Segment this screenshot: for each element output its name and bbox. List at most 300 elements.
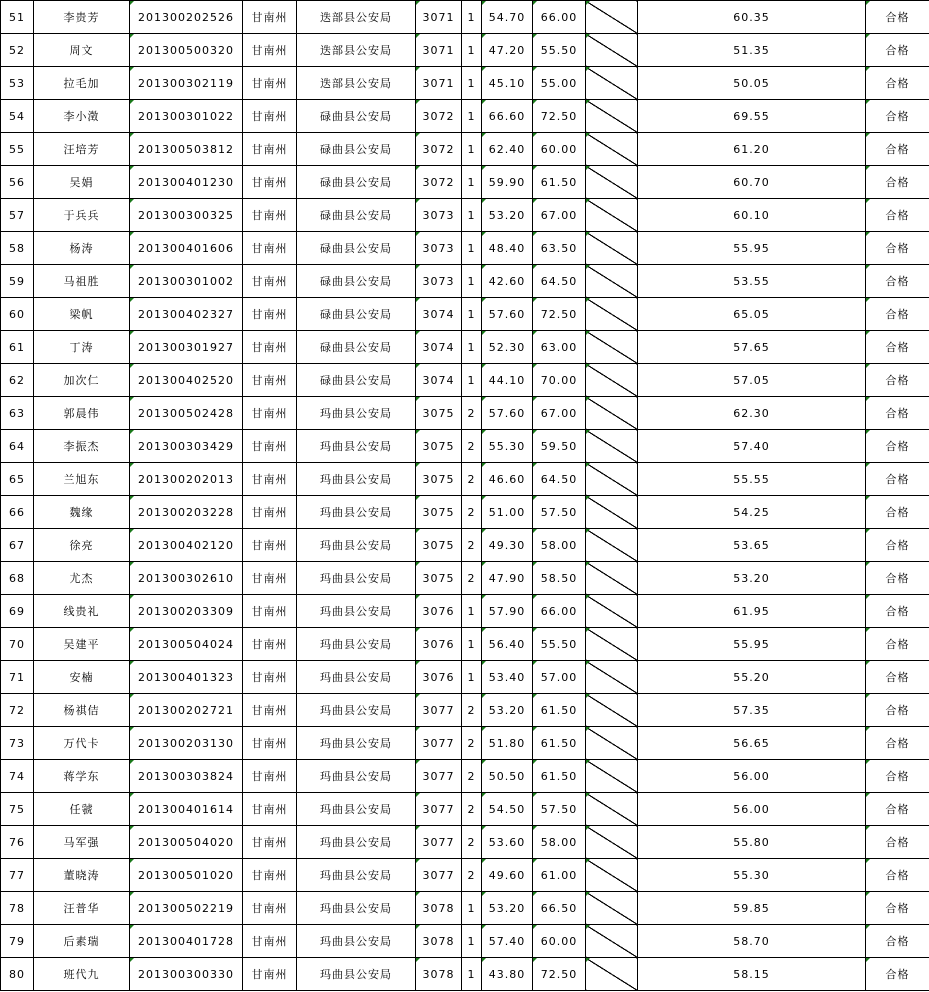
table-row (1, 958, 929, 991)
row-number-cell: 74 (1, 760, 34, 793)
candidate-name-cell: 李小澂 (34, 100, 130, 133)
region-cell: 甘南州 (243, 199, 297, 232)
test-score-cell: 55.50 (533, 628, 586, 661)
unit-cell: 玛曲县公安局 (297, 628, 416, 661)
empty-diagonal-cell (586, 760, 638, 793)
candidate-name-cell: 李贵芳 (34, 1, 130, 34)
table-row (1, 298, 929, 331)
unit-cell: 玛曲县公安局 (297, 397, 416, 430)
row-number-cell: 79 (1, 925, 34, 958)
test-score-cell: 55.50 (533, 34, 586, 67)
quota-cell: 1 (462, 628, 482, 661)
result-cell: 合格 (866, 793, 929, 826)
exam-id-cell: 201300302119 (130, 67, 243, 100)
table-row (1, 1, 929, 34)
total-score-cell: 58.15 (638, 958, 866, 991)
row-number-cell: 77 (1, 859, 34, 892)
test-score-cell: 72.50 (533, 958, 586, 991)
row-number-cell: 70 (1, 628, 34, 661)
written-score-cell: 51.00 (482, 496, 533, 529)
position-code-cell: 3075 (416, 397, 462, 430)
row-number-cell: 78 (1, 892, 34, 925)
total-score-cell: 58.70 (638, 925, 866, 958)
candidate-name-cell: 尤杰 (34, 562, 130, 595)
exam-id-cell: 201300502428 (130, 397, 243, 430)
unit-cell: 碌曲县公安局 (297, 232, 416, 265)
region-cell: 甘南州 (243, 826, 297, 859)
total-score-cell: 53.65 (638, 529, 866, 562)
position-code-cell: 3073 (416, 232, 462, 265)
row-number-cell: 57 (1, 199, 34, 232)
unit-cell: 碌曲县公安局 (297, 364, 416, 397)
result-cell: 合格 (866, 661, 929, 694)
result-cell: 合格 (866, 133, 929, 166)
quota-cell: 1 (462, 166, 482, 199)
total-score-cell: 65.05 (638, 298, 866, 331)
quota-cell: 1 (462, 298, 482, 331)
unit-cell: 玛曲县公安局 (297, 562, 416, 595)
row-number-cell: 54 (1, 100, 34, 133)
test-score-cell: 55.00 (533, 67, 586, 100)
empty-diagonal-cell (586, 463, 638, 496)
exam-id-cell: 201300203309 (130, 595, 243, 628)
unit-cell: 迭部县公安局 (297, 34, 416, 67)
test-score-cell: 64.50 (533, 463, 586, 496)
position-code-cell: 3075 (416, 496, 462, 529)
unit-cell: 玛曲县公安局 (297, 925, 416, 958)
unit-cell: 碌曲县公安局 (297, 199, 416, 232)
region-cell: 甘南州 (243, 166, 297, 199)
empty-diagonal-cell (586, 430, 638, 463)
test-score-cell: 60.00 (533, 925, 586, 958)
test-score-cell: 63.50 (533, 232, 586, 265)
result-cell: 合格 (866, 265, 929, 298)
unit-cell: 碌曲县公安局 (297, 265, 416, 298)
written-score-cell: 50.50 (482, 760, 533, 793)
total-score-cell: 56.00 (638, 760, 866, 793)
test-score-cell: 58.00 (533, 529, 586, 562)
unit-cell: 玛曲县公安局 (297, 430, 416, 463)
row-number-cell: 52 (1, 34, 34, 67)
row-number-cell: 69 (1, 595, 34, 628)
row-number-cell: 67 (1, 529, 34, 562)
exam-id-cell: 201300300325 (130, 199, 243, 232)
position-code-cell: 3075 (416, 562, 462, 595)
quota-cell: 1 (462, 595, 482, 628)
position-code-cell: 3077 (416, 826, 462, 859)
written-score-cell: 53.20 (482, 694, 533, 727)
row-number-cell: 53 (1, 67, 34, 100)
region-cell: 甘南州 (243, 529, 297, 562)
table-row (1, 760, 929, 793)
table-row (1, 496, 929, 529)
row-number-cell: 51 (1, 1, 34, 34)
total-score-cell: 55.55 (638, 463, 866, 496)
quota-cell: 1 (462, 1, 482, 34)
written-score-cell: 42.60 (482, 265, 533, 298)
total-score-cell: 54.25 (638, 496, 866, 529)
table-row (1, 67, 929, 100)
exam-id-cell: 201300401230 (130, 166, 243, 199)
total-score-cell: 56.65 (638, 727, 866, 760)
result-cell: 合格 (866, 760, 929, 793)
position-code-cell: 3077 (416, 859, 462, 892)
result-cell: 合格 (866, 826, 929, 859)
quota-cell: 2 (462, 430, 482, 463)
result-cell: 合格 (866, 859, 929, 892)
row-number-cell: 62 (1, 364, 34, 397)
position-code-cell: 3074 (416, 331, 462, 364)
quota-cell: 2 (462, 859, 482, 892)
candidate-name-cell: 董晓涛 (34, 859, 130, 892)
empty-diagonal-cell (586, 496, 638, 529)
table-row (1, 463, 929, 496)
table-row (1, 694, 929, 727)
candidate-name-cell: 马祖胜 (34, 265, 130, 298)
total-score-cell: 61.95 (638, 595, 866, 628)
empty-diagonal-cell (586, 562, 638, 595)
result-cell: 合格 (866, 496, 929, 529)
candidate-name-cell: 杨涛 (34, 232, 130, 265)
table-row (1, 199, 929, 232)
result-cell: 合格 (866, 331, 929, 364)
result-cell: 合格 (866, 1, 929, 34)
empty-diagonal-cell (586, 331, 638, 364)
unit-cell: 玛曲县公安局 (297, 595, 416, 628)
total-score-cell: 55.95 (638, 232, 866, 265)
table-row (1, 34, 929, 67)
result-cell: 合格 (866, 100, 929, 133)
table-row (1, 100, 929, 133)
total-score-cell: 55.95 (638, 628, 866, 661)
empty-diagonal-cell (586, 925, 638, 958)
empty-diagonal-cell (586, 364, 638, 397)
unit-cell: 玛曲县公安局 (297, 892, 416, 925)
empty-diagonal-cell (586, 100, 638, 133)
test-score-cell: 57.50 (533, 496, 586, 529)
total-score-cell: 69.55 (638, 100, 866, 133)
candidate-name-cell: 魏缘 (34, 496, 130, 529)
exam-id-cell: 201300203130 (130, 727, 243, 760)
written-score-cell: 51.80 (482, 727, 533, 760)
total-score-cell: 53.20 (638, 562, 866, 595)
position-code-cell: 3075 (416, 529, 462, 562)
position-code-cell: 3074 (416, 298, 462, 331)
written-score-cell: 66.60 (482, 100, 533, 133)
quota-cell: 1 (462, 133, 482, 166)
table-row (1, 595, 929, 628)
row-number-cell: 73 (1, 727, 34, 760)
position-code-cell: 3078 (416, 892, 462, 925)
unit-cell: 玛曲县公安局 (297, 529, 416, 562)
quota-cell: 1 (462, 265, 482, 298)
written-score-cell: 47.90 (482, 562, 533, 595)
written-score-cell: 53.20 (482, 892, 533, 925)
unit-cell: 玛曲县公安局 (297, 463, 416, 496)
candidate-name-cell: 加次仁 (34, 364, 130, 397)
unit-cell: 玛曲县公安局 (297, 859, 416, 892)
row-number-cell: 56 (1, 166, 34, 199)
test-score-cell: 61.50 (533, 760, 586, 793)
table-row (1, 892, 929, 925)
quota-cell: 2 (462, 397, 482, 430)
exam-id-cell: 201300202526 (130, 1, 243, 34)
result-cell: 合格 (866, 166, 929, 199)
quota-cell: 1 (462, 67, 482, 100)
candidate-name-cell: 蒋学东 (34, 760, 130, 793)
unit-cell: 迭部县公安局 (297, 1, 416, 34)
quota-cell: 2 (462, 463, 482, 496)
test-score-cell: 66.00 (533, 1, 586, 34)
quota-cell: 2 (462, 793, 482, 826)
unit-cell: 玛曲县公安局 (297, 727, 416, 760)
region-cell: 甘南州 (243, 331, 297, 364)
position-code-cell: 3077 (416, 727, 462, 760)
test-score-cell: 57.50 (533, 793, 586, 826)
result-cell: 合格 (866, 628, 929, 661)
empty-diagonal-cell (586, 661, 638, 694)
quota-cell: 1 (462, 100, 482, 133)
position-code-cell: 3077 (416, 760, 462, 793)
written-score-cell: 44.10 (482, 364, 533, 397)
candidate-name-cell: 丁涛 (34, 331, 130, 364)
written-score-cell: 46.60 (482, 463, 533, 496)
total-score-cell: 61.20 (638, 133, 866, 166)
table-row (1, 859, 929, 892)
quota-cell: 2 (462, 562, 482, 595)
test-score-cell: 66.00 (533, 595, 586, 628)
total-score-cell: 57.40 (638, 430, 866, 463)
region-cell: 甘南州 (243, 397, 297, 430)
table-row (1, 661, 929, 694)
result-cell: 合格 (866, 397, 929, 430)
exam-id-cell: 201300402520 (130, 364, 243, 397)
quota-cell: 2 (462, 727, 482, 760)
position-code-cell: 3075 (416, 463, 462, 496)
region-cell: 甘南州 (243, 925, 297, 958)
table-row (1, 166, 929, 199)
unit-cell: 玛曲县公安局 (297, 826, 416, 859)
exam-id-cell: 201300402327 (130, 298, 243, 331)
quota-cell: 1 (462, 892, 482, 925)
empty-diagonal-cell (586, 727, 638, 760)
unit-cell: 玛曲县公安局 (297, 958, 416, 991)
table-row (1, 331, 929, 364)
unit-cell: 玛曲县公安局 (297, 793, 416, 826)
exam-id-cell: 201300203228 (130, 496, 243, 529)
candidate-name-cell: 徐亮 (34, 529, 130, 562)
result-cell: 合格 (866, 892, 929, 925)
region-cell: 甘南州 (243, 133, 297, 166)
written-score-cell: 55.30 (482, 430, 533, 463)
written-score-cell: 57.90 (482, 595, 533, 628)
unit-cell: 迭部县公安局 (297, 67, 416, 100)
total-score-cell: 60.70 (638, 166, 866, 199)
total-score-cell: 57.65 (638, 331, 866, 364)
unit-cell: 玛曲县公安局 (297, 661, 416, 694)
unit-cell: 碌曲县公安局 (297, 166, 416, 199)
quota-cell: 2 (462, 694, 482, 727)
result-cell: 合格 (866, 430, 929, 463)
test-score-cell: 61.50 (533, 694, 586, 727)
quota-cell: 1 (462, 364, 482, 397)
candidate-name-cell: 后素瑞 (34, 925, 130, 958)
row-number-cell: 68 (1, 562, 34, 595)
empty-diagonal-cell (586, 199, 638, 232)
region-cell: 甘南州 (243, 232, 297, 265)
exam-id-cell: 201300401728 (130, 925, 243, 958)
exam-id-cell: 201300504020 (130, 826, 243, 859)
exam-id-cell: 201300301002 (130, 265, 243, 298)
position-code-cell: 3078 (416, 925, 462, 958)
empty-diagonal-cell (586, 595, 638, 628)
written-score-cell: 57.60 (482, 298, 533, 331)
region-cell: 甘南州 (243, 595, 297, 628)
region-cell: 甘南州 (243, 496, 297, 529)
row-number-cell: 58 (1, 232, 34, 265)
candidate-name-cell: 杨祺佶 (34, 694, 130, 727)
row-number-cell: 75 (1, 793, 34, 826)
empty-diagonal-cell (586, 34, 638, 67)
quota-cell: 2 (462, 826, 482, 859)
position-code-cell: 3072 (416, 166, 462, 199)
table-row (1, 727, 929, 760)
table-row (1, 133, 929, 166)
region-cell: 甘南州 (243, 628, 297, 661)
exam-id-cell: 201300302610 (130, 562, 243, 595)
quota-cell: 1 (462, 199, 482, 232)
total-score-cell: 56.00 (638, 793, 866, 826)
candidate-name-cell: 拉毛加 (34, 67, 130, 100)
result-cell: 合格 (866, 727, 929, 760)
quota-cell: 1 (462, 661, 482, 694)
row-number-cell: 63 (1, 397, 34, 430)
total-score-cell: 57.05 (638, 364, 866, 397)
position-code-cell: 3072 (416, 133, 462, 166)
unit-cell: 碌曲县公安局 (297, 298, 416, 331)
total-score-cell: 53.55 (638, 265, 866, 298)
written-score-cell: 53.60 (482, 826, 533, 859)
result-cell: 合格 (866, 562, 929, 595)
candidate-name-cell: 马军强 (34, 826, 130, 859)
unit-cell: 碌曲县公安局 (297, 133, 416, 166)
unit-cell: 碌曲县公安局 (297, 331, 416, 364)
exam-id-cell: 201300502219 (130, 892, 243, 925)
result-cell: 合格 (866, 694, 929, 727)
table-row (1, 793, 929, 826)
empty-diagonal-cell (586, 133, 638, 166)
table-row (1, 265, 929, 298)
table-row (1, 826, 929, 859)
candidate-name-cell: 任虢 (34, 793, 130, 826)
quota-cell: 1 (462, 34, 482, 67)
table-row (1, 232, 929, 265)
exam-id-cell: 201300301022 (130, 100, 243, 133)
test-score-cell: 60.00 (533, 133, 586, 166)
row-number-cell: 71 (1, 661, 34, 694)
row-number-cell: 64 (1, 430, 34, 463)
quota-cell: 1 (462, 232, 482, 265)
region-cell: 甘南州 (243, 793, 297, 826)
result-cell: 合格 (866, 232, 929, 265)
candidate-name-cell: 万代卡 (34, 727, 130, 760)
test-score-cell: 58.50 (533, 562, 586, 595)
region-cell: 甘南州 (243, 760, 297, 793)
table-row (1, 529, 929, 562)
written-score-cell: 49.60 (482, 859, 533, 892)
empty-diagonal-cell (586, 166, 638, 199)
result-cell: 合格 (866, 925, 929, 958)
exam-id-cell: 201300500320 (130, 34, 243, 67)
quota-cell: 1 (462, 925, 482, 958)
exam-id-cell: 201300401614 (130, 793, 243, 826)
region-cell: 甘南州 (243, 562, 297, 595)
row-number-cell: 61 (1, 331, 34, 364)
empty-diagonal-cell (586, 793, 638, 826)
region-cell: 甘南州 (243, 100, 297, 133)
written-score-cell: 43.80 (482, 958, 533, 991)
unit-cell: 玛曲县公安局 (297, 694, 416, 727)
region-cell: 甘南州 (243, 892, 297, 925)
quota-cell: 1 (462, 331, 482, 364)
region-cell: 甘南州 (243, 727, 297, 760)
written-score-cell: 56.40 (482, 628, 533, 661)
unit-cell: 玛曲县公安局 (297, 496, 416, 529)
total-score-cell: 60.35 (638, 1, 866, 34)
candidate-name-cell: 汪培芳 (34, 133, 130, 166)
total-score-cell: 60.10 (638, 199, 866, 232)
table-body (1, 1, 929, 991)
exam-id-cell: 201300301927 (130, 331, 243, 364)
region-cell: 甘南州 (243, 661, 297, 694)
position-code-cell: 3073 (416, 199, 462, 232)
position-code-cell: 3075 (416, 430, 462, 463)
empty-diagonal-cell (586, 892, 638, 925)
candidate-name-cell: 汪普华 (34, 892, 130, 925)
result-cell: 合格 (866, 463, 929, 496)
empty-diagonal-cell (586, 826, 638, 859)
result-cell: 合格 (866, 595, 929, 628)
test-score-cell: 67.00 (533, 199, 586, 232)
result-cell: 合格 (866, 199, 929, 232)
test-score-cell: 72.50 (533, 100, 586, 133)
region-cell: 甘南州 (243, 34, 297, 67)
result-cell: 合格 (866, 34, 929, 67)
candidate-name-cell: 梁帆 (34, 298, 130, 331)
candidate-name-cell: 班代九 (34, 958, 130, 991)
written-score-cell: 53.20 (482, 199, 533, 232)
written-score-cell: 52.30 (482, 331, 533, 364)
written-score-cell: 62.40 (482, 133, 533, 166)
table-row (1, 364, 929, 397)
result-cell: 合格 (866, 529, 929, 562)
total-score-cell: 51.35 (638, 34, 866, 67)
written-score-cell: 45.10 (482, 67, 533, 100)
written-score-cell: 54.70 (482, 1, 533, 34)
written-score-cell: 57.60 (482, 397, 533, 430)
exam-id-cell: 201300303824 (130, 760, 243, 793)
candidate-name-cell: 李振杰 (34, 430, 130, 463)
empty-diagonal-cell (586, 859, 638, 892)
written-score-cell: 53.40 (482, 661, 533, 694)
unit-cell: 碌曲县公安局 (297, 100, 416, 133)
written-score-cell: 47.20 (482, 34, 533, 67)
total-score-cell: 50.05 (638, 67, 866, 100)
exam-id-cell: 201300202013 (130, 463, 243, 496)
row-number-cell: 72 (1, 694, 34, 727)
test-score-cell: 57.00 (533, 661, 586, 694)
test-score-cell: 64.50 (533, 265, 586, 298)
